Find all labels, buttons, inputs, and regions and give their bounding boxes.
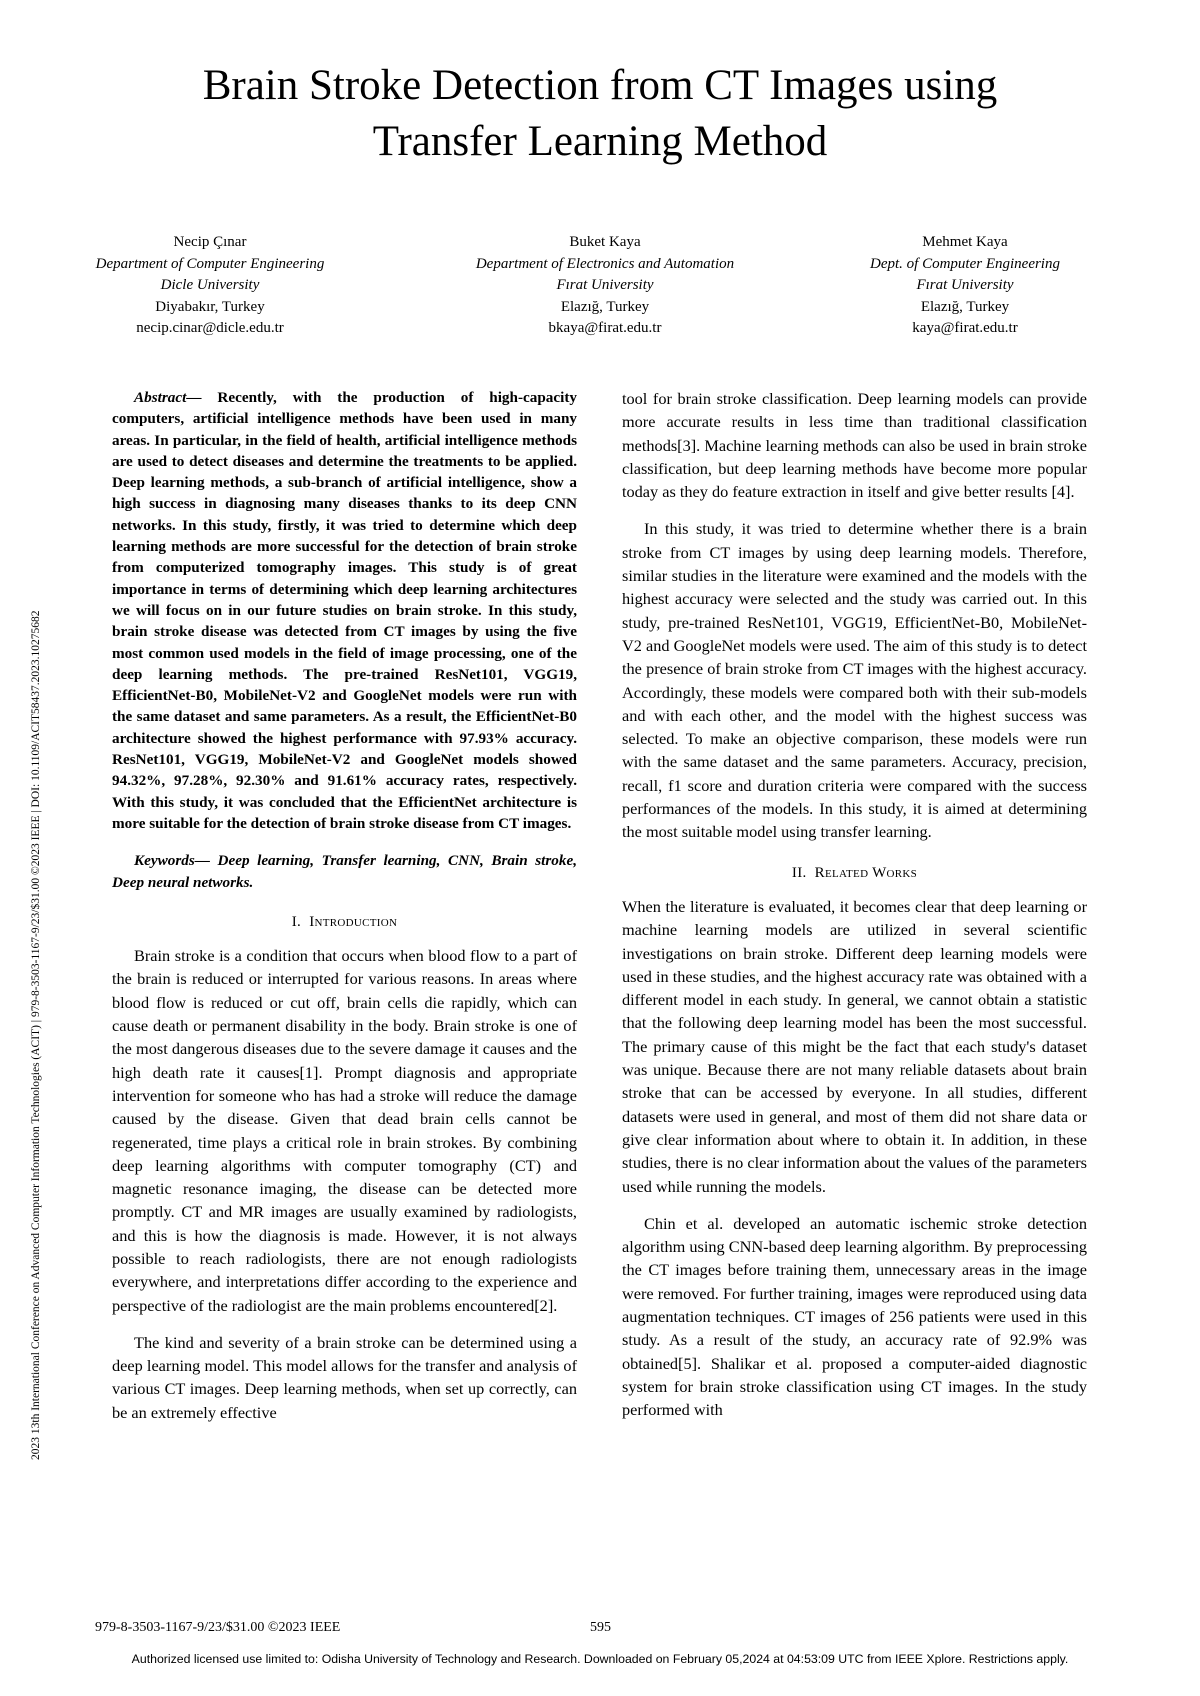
- side-citation-strip: 2023 13th International Conference on Advanced Computer Information Technologies (ACIT) | 979-8-3503-1167-9/23/$31.00 ©2023 IEEE | DOI: 10.1109/ACIT58437.2023.10275682: [30, 610, 42, 1460]
- author-university: Fırat University: [556, 277, 654, 293]
- section-title: Introduction: [309, 913, 398, 930]
- abstract-label: Abstract—: [134, 389, 202, 406]
- author-email: necip.cinar@dicle.edu.tr: [136, 320, 284, 336]
- section-heading-related-works: [622, 862, 1087, 885]
- related-paragraph-1: When the literature is evaluated, it becomes clear that deep learning or machine learning models are utilized in several scientific investigations on brain stroke. Different deep learning models were used in these studies, and the highest accuracy rate was obtained with a different model in each study. In general, we cannot obtain a statistic that the following deep learning model has been the most successful. The primary cause of this might be the fact that each study's dataset was unique. Because there are not many reliable datasets about brain stroke that can be accessed by everyone. In all studies, different datasets were used in general, and most of them did not share data or give clear information about where to obtain it. In addition, in these studies, there is no clear information about the values of the parameters used while running the models.: [622, 896, 1087, 1196]
- author-city: Elazığ, Turkey: [560, 298, 650, 315]
- author-3: [800, 232, 1130, 340]
- abstract-text: Recently, with the production of high-capacity computers, artificial intelligence methods have been used in many areas. In particular, in the field of health, artificial intelligence methods are used to detect diseases and determine the treatments to be applied. Deep learning methods, a sub-branch of artificial intelligence, show a high success in diagnosing many diseases thanks to its deep CNN networks. In this study, firstly, it was tried to determine which deep learning methods are more successful for the detection of brain stroke from computerized tomography images. This study is of great importance in terms of determining which deep learning architectures we will focus on in our future studies on brain stroke. In this study, brain stroke disease was detected from CT images by using the five most common used models in the field of image processing, one of the deep learning methods. The pre-trained ResNet101, VGG19, EfficientNet-B0, MobileNet-V2 and GoogleNet models were run with the same dataset and same parameters. As a result, the EfficientNet-B0 architecture showed the highest performance with 97.93% accuracy. ResNet101, VGG19, MobileNet-V2 and GoogleNet models showed 94.32%, 97.28%, 92.30% and 91.61% accuracy rates, respectively. With this study, it was concluded that the EfficientNet architecture is more suitable for the detection of brain stroke disease from CT images.: [112, 389, 578, 832]
- license-notice: Authorized licensed use limited to: Odisha University of Technology and Research. Downloaded on February 05,2024 at 04:53:09 UTC from IEEE Xplore. Restrictions apply.: [131, 1652, 1069, 1666]
- title-line-2: Transfer Learning Method: [372, 118, 828, 165]
- author-university: Dicle University: [160, 277, 260, 293]
- author-university: Fırat University: [916, 277, 1014, 293]
- right-column: [622, 387, 1087, 1435]
- section-heading-introduction: [112, 911, 577, 934]
- author-name: Buket Kaya: [569, 234, 641, 250]
- title-line-1: Brain Stroke Detection from CT Images using: [202, 62, 998, 109]
- section-number: II.: [791, 864, 807, 881]
- author-city: Diyabakır, Turkey: [155, 298, 265, 315]
- keywords-text: Deep learning, Transfer learning, CNN, Brain stroke, Deep neural networks.: [112, 852, 577, 891]
- abstract: [112, 387, 577, 834]
- keywords: [112, 850, 577, 893]
- keywords-label: Keywords—: [134, 852, 210, 870]
- author-name: Necip Çınar: [173, 234, 247, 250]
- author-city: Elazığ, Turkey: [920, 298, 1010, 315]
- intro-paragraph-2: The kind and severity of a brain stroke can be determined using a deep learning model. This model allows for the transfer and analysis of various CT images. Deep learning methods, when set up correctly, can be an extremely effective: [112, 1332, 577, 1422]
- author-email: bkaya@firat.edu.tr: [548, 320, 662, 336]
- paper-title: [100, 58, 1100, 170]
- author-name: Mehmet Kaya: [922, 234, 1008, 250]
- author-email: kaya@firat.edu.tr: [912, 320, 1018, 336]
- intro-paragraph-1: Brain stroke is a condition that occurs when blood flow to a part of the brain is reduced or interrupted for various reasons. In areas where blood flow is reduced or cut off, brain cells die rapidly, which can cause death or permanent disability in the body. Brain stroke is one of the most dangerous diseases due to the severe damage it causes and the high death rate it causes[1]. Prompt diagnosis and appropriate intervention for someone who has had a stroke will reduce the damage caused by the disease. Given that dead brain cells cannot be regenerated, time plays a critical role in brain strokes. By combining deep learning algorithms with computer tomography (CT) and magnetic resonance imaging, the disease can be detected more promptly. CT and MR images are usually examined by radiologists, and this is how the diagnosis is made. However, it is not always possible to reach radiologists, there are not enough radiologists everywhere, and interpretations differ according to the experience and perspective of the radiologist are the main problems encountered[2].: [112, 946, 577, 1315]
- left-column: [112, 387, 577, 1438]
- section-title: Related Works: [814, 864, 918, 881]
- intro-paragraph-2-continued: tool for brain stroke classification. Deep learning models can provide more accurate results in less time than traditional classification methods[3]. Machine learning methods can also be used in brain stroke classification, but deep learning methods have become more popular today as they do feature extraction in itself and give better results [4].: [622, 389, 1087, 502]
- author-department: Dept. of Computer Engineering: [870, 255, 1060, 272]
- footer-copyright: 979-8-3503-1167-9/23/$31.00 ©2023 IEEE: [95, 1620, 341, 1635]
- author-1: [60, 232, 360, 340]
- related-paragraph-2: Chin et al. developed an automatic ischemic stroke detection algorithm using CNN-based deep learning algorithm. By preprocessing the CT images before training them, unnecessary areas in the image were removed. For further training, images were reproduced using data augmentation techniques. CT images of 256 patients were used in this study. As a result of the study, an accuracy rate of 92.9% was obtained[5]. Shalikar et al. proposed a computer-aided diagnostic system for brain stroke classification using CT images. In the study performed with: [622, 1213, 1087, 1420]
- author-department: Department of Computer Engineering: [95, 255, 325, 272]
- author-department: Department of Electronics and Automation: [475, 255, 735, 272]
- section-number: I.: [291, 913, 302, 930]
- author-2: [455, 232, 755, 340]
- intro-paragraph-3: In this study, it was tried to determine whether there is a brain stroke from CT images by using deep learning models. Therefore, similar studies in the literature were examined and the models with the highest accuracy were selected and the study was carried out. In this study, pre-trained ResNet101, VGG19, EfficientNet-B0, MobileNet-V2 and GoogleNet models were used. The aim of this study is to detect the presence of brain stroke from CT images with the highest accuracy. Accordingly, these models were compared both with their sub-models and with each other, and the model with the highest success was selected. To make an objective comparison, these models were run with the same dataset and the same parameters. Accuracy, precision, recall, f1 score and duration criteria were compared with the success performances of the models. In this study, it is aimed at determining the most suitable model using transfer learning.: [622, 519, 1087, 842]
- page-number: 595: [590, 1620, 611, 1635]
